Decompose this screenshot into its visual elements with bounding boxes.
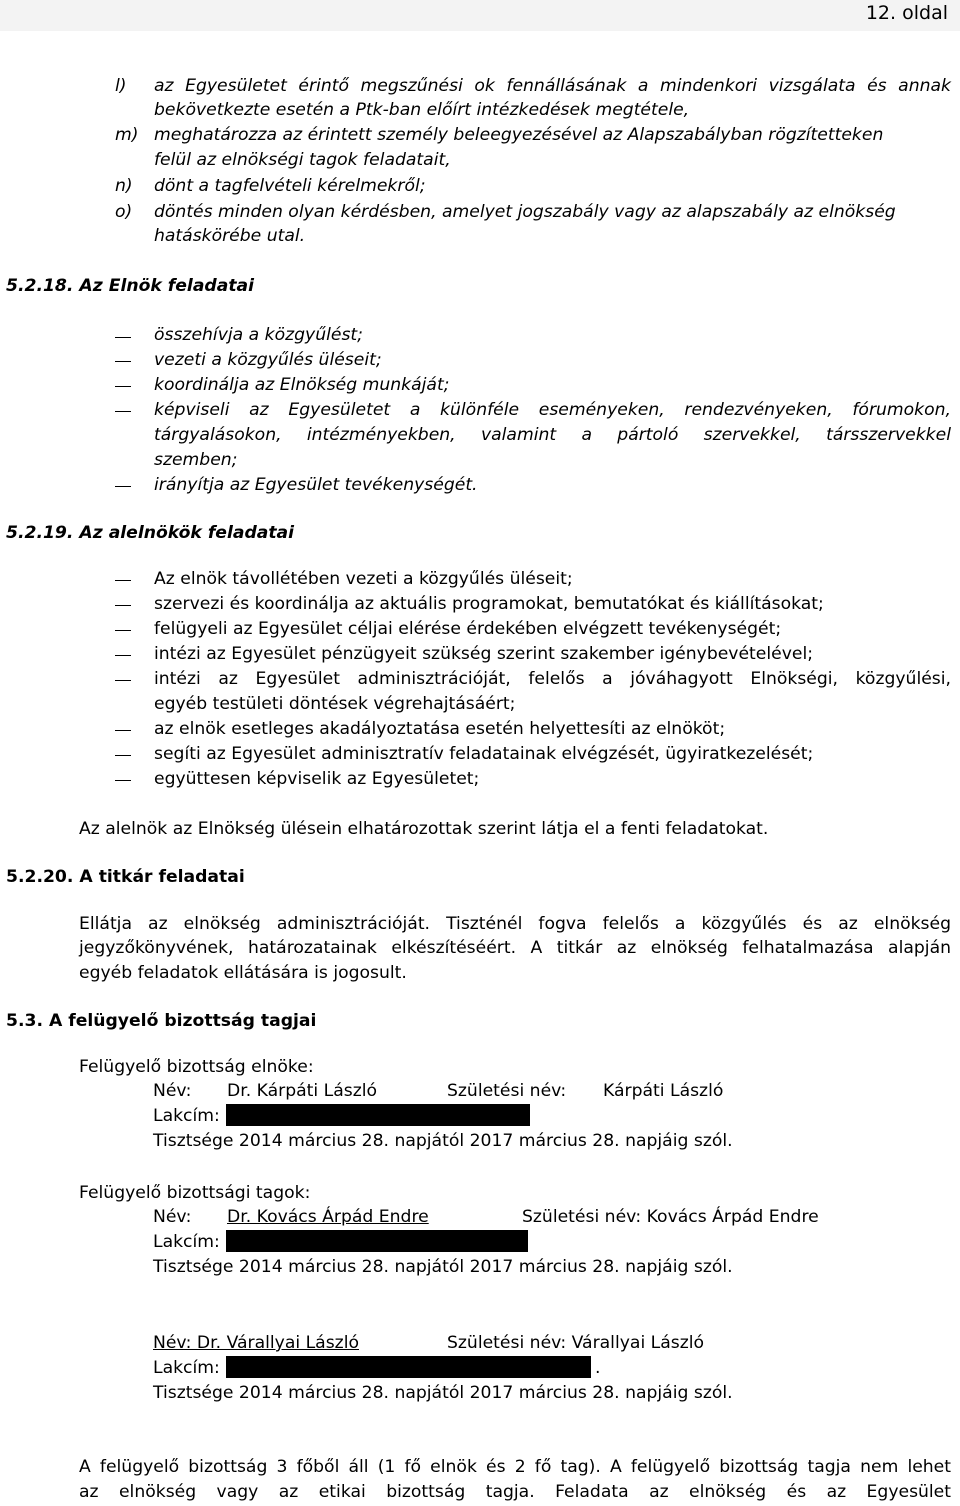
term-text: Tisztsége 2014 március 28. napjától 2017 március 28. napjáig szól. [153,1383,733,1403]
birth-name-label: Születési név: [447,1081,567,1101]
list-item-text: irányítja az Egyesület tevékenységét. [154,475,478,495]
dash-bullet [115,755,131,756]
member-birth-name: Születési név: Várallyai László [447,1333,705,1353]
list-item-text: intézi az Egyesület adminisztrációját, felelős a jóváhagyott Elnökségi, közgyűlési, [154,669,951,689]
list-item-text: meghatározza az érintett személy beleegyezésével az Alapszabályban rögzítetteken [154,125,884,145]
paragraph-text: Az alelnök az Elnökség ülésein elhatározottak szerint látja el a fenti feladatokat. [79,819,769,839]
list-item-text: szemben; [154,450,238,470]
list-item-text: az elnök esetleges akadályoztatása esetén helyettesíti az elnököt; [154,719,726,739]
list-item-text: Az elnök távollétében vezeti a közgyűlés üléseit; [154,569,573,589]
member-birth-name: Születési név: Kovács Árpád Endre [522,1207,819,1227]
list-item-text: szervezi és koordinálja az aktuális programokat, bemutatókat és kiállításokat; [154,594,824,614]
term-text: Tisztsége 2014 március 28. napjától 2017 március 28. napjáig szól. [153,1257,733,1277]
list-item-text: felügyeli az Egyesület céljai elérése érdekében elvégzett tevékenységét; [154,619,782,639]
dash-bullet [115,411,131,412]
list-item-text: az Egyesületet érintő megszűnési ok fennállásának a mindenkori vizsgálata és annak [154,76,951,96]
members-label: Felügyelő bizottsági tagok: [79,1183,311,1203]
chair-name: Dr. Kárpáti László [227,1081,378,1101]
section-heading: 5.2.20. A titkár feladatai [6,867,245,887]
dash-bullet [115,780,131,781]
dash-bullet [115,605,131,606]
list-item-text: egyéb testületi döntések végrehajtásáért; [154,694,516,714]
dash-bullet [115,361,131,362]
list-item-text: segíti az Egyesület adminisztratív feladatainak elvégzését, ügyiratkezelését; [154,744,814,764]
dash-bullet [115,486,131,487]
dash-bullet [115,386,131,387]
paragraph-text: egyéb feladatok ellátására is jogosult. [79,963,407,983]
section-heading: 5.2.18. Az Elnök feladatai [6,276,255,296]
chair-label: Felügyelő bizottság elnöke: [79,1057,314,1077]
redacted-address [226,1356,591,1378]
chair-birth-name: Kárpáti László [603,1081,724,1101]
list-item-text: vezeti a közgyűlés üléseit; [154,350,382,370]
list-item-text: képviseli az Egyesületet a különféle eseményeken, rendezvényeken, fórumokon, [154,400,951,420]
list-item-text: dönt a tagfelvételi kérelmekről; [154,176,426,196]
address-label: Lakcím: [153,1232,220,1252]
dash-bullet [115,630,131,631]
dash-bullet [115,337,131,338]
list-item-text: felül az elnökségi tagok feladatait, [154,150,451,170]
address-label: Lakcím: [153,1358,220,1378]
address-trailing: . [595,1358,601,1378]
paragraph-text: A felügyelő bizottság 3 főből áll (1 fő elnök és 2 fő tag). A felügyelő bizottság tagja nem lehet [79,1457,951,1477]
list-item-text: együttesen képviselik az Egyesületet; [154,769,480,789]
list-marker: o) [115,202,133,222]
name-label: Név: [153,1207,192,1227]
paragraph-text: Ellátja az elnökség adminisztrációját. Tiszténél fogva felelős a közgyűlés és az elnökség [79,914,951,934]
list-item-text: összehívja a közgyűlést; [154,325,363,345]
redacted-address [226,1104,530,1126]
dash-bullet [115,580,131,581]
dash-bullet [115,680,131,681]
list-item-text: tárgyalásokon, intézményekben, valamint a pártoló szervekkel, társszervekkel [154,425,951,445]
list-item-text: koordinálja az Elnökség munkáját; [154,375,450,395]
address-label: Lakcím: [153,1106,220,1126]
term-text: Tisztsége 2014 március 28. napjától 2017 március 28. napjáig szól. [153,1131,733,1151]
name-label: Név: [153,1081,192,1101]
list-item-text: hatáskörébe utal. [154,226,306,246]
list-item-text: döntés minden olyan kérdésben, amelyet jogszabály vagy az alapszabály az elnökség [154,202,896,222]
list-marker: l) [115,76,127,96]
member-name: Név: Dr. Várallyai László [153,1333,359,1353]
redacted-address [226,1230,528,1252]
list-item-text: bekövetkezte esetén a Ptk-ban előírt intézkedések megtétele, [154,100,690,120]
member-name: Dr. Kovács Árpád Endre [227,1207,429,1227]
paragraph-text: az elnökség vagy az etikai bizottság tagja. Feladata az elnökség és az Egyesület [79,1482,951,1502]
paragraph-text: jegyzőkönyvének, határozatainak elkészítéséért. A titkár az elnökség felhatalmazása alapján [79,938,951,958]
list-marker: m) [115,125,139,145]
dash-bullet [115,730,131,731]
list-marker: n) [115,176,133,196]
page-number: 12. oldal [865,2,948,24]
section-heading: 5.3. A felügyelő bizottság tagjai [6,1011,317,1031]
dash-bullet [115,655,131,656]
section-heading: 5.2.19. Az alelnökök feladatai [6,523,295,543]
list-item-text: intézi az Egyesület pénzügyeit szükség szerint szakember igénybevételével; [154,644,814,664]
